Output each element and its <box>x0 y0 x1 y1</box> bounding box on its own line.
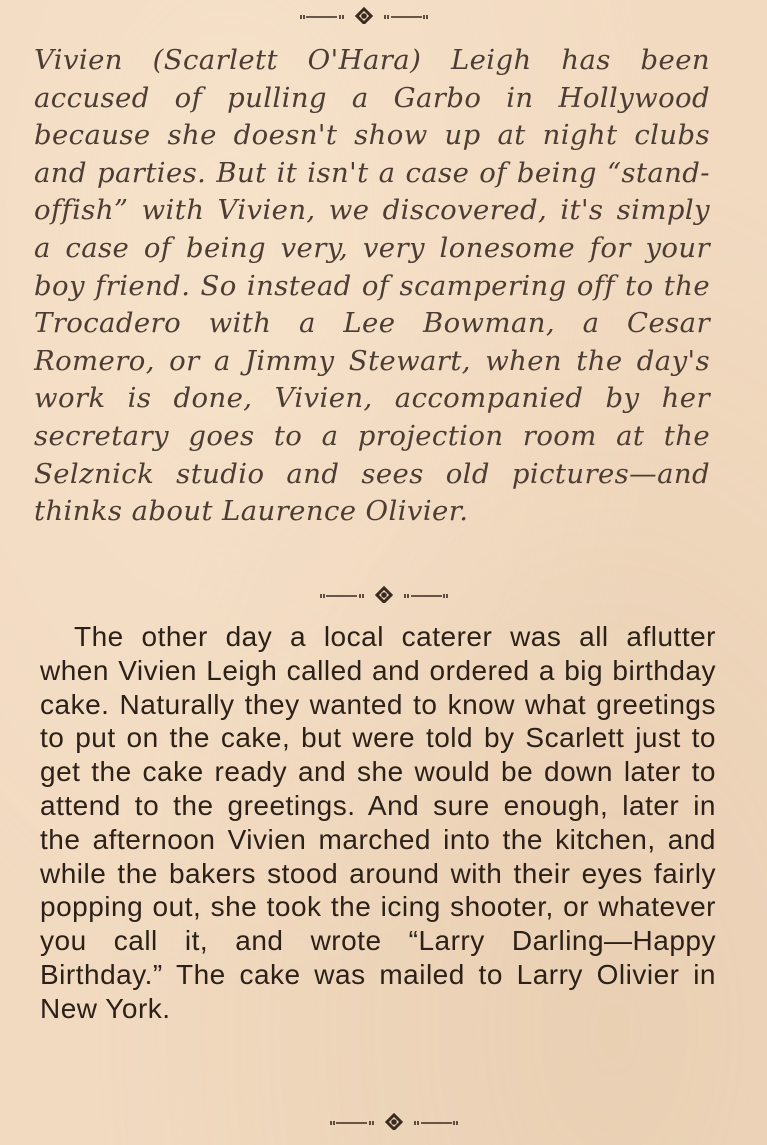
divider-bottom <box>10 1112 767 1130</box>
paragraph-text: The other day a local caterer was all aflutter when Vivien Leigh called and ordered a big birthday cake. Naturally they wanted to know what greetings to put on the cake, but were told by Scarlett just to get the cake ready and she would be down later to attend to the greetings. And sure enough, later in the afternoon Vivien marched into the kitchen, and while the bakers stood around with their eyes fairly popping out, she took the icing shooter, or whatever you call it, and wrote “Larry Darling—Happy Birthday.” The cake was mailed to Larry Olivier in New York. <box>40 621 716 1024</box>
diamond-divider-icon <box>319 585 449 603</box>
diamond-divider-icon <box>329 1112 459 1130</box>
divider-middle <box>0 585 767 603</box>
diamond-divider-icon <box>299 6 429 24</box>
article-paragraph-birthday-cake <box>40 620 716 1026</box>
article-paragraph-vivien-lonesome: Vivien (Scarlett O'Hara) Leigh has been accused of pulling a Garbo in Hollywood because she doesn't show up at night clubs and parties. But it isn't a case of being “stand-offish” with Vivien, we discovered, it's simply a case of being very, very lonesome for your boy friend. So instead of scampering off to the Trocadero with a Lee Bowman, a Cesar Romero, or a Jimmy Stewart, when the day's work is done, Vivien, accompanied by her secretary goes to a projection room at the Selznick studio and sees old pictures—and thinks about Laurence Olivier. <box>34 44 710 528</box>
divider-top <box>0 6 747 24</box>
